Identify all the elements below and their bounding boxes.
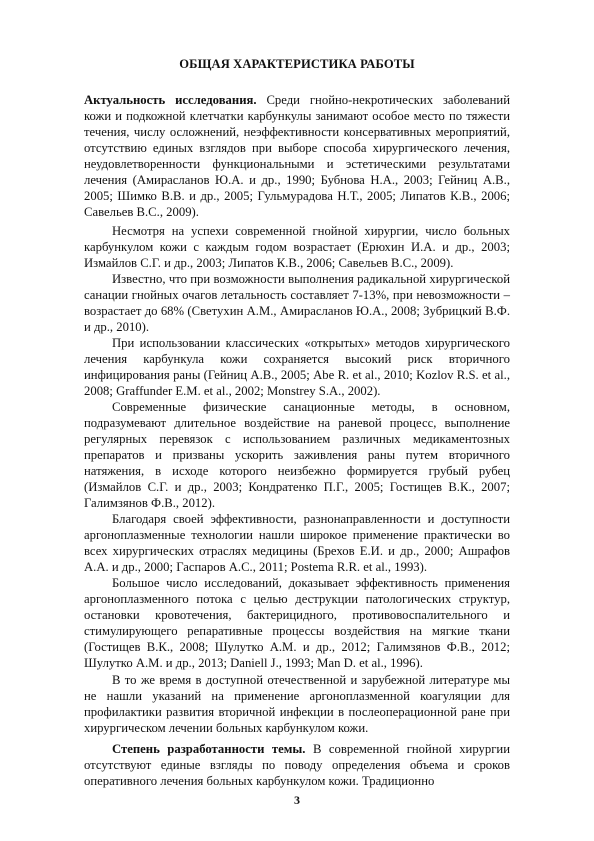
- paragraph: Большое число исследований, доказывает эффективность применения аргоноплазменного потока с целью деструкции патологических структур, остановки кровотечения, бактерицидного, противовоспалительного и стимулирующего репаративные процессы воздействия на мягкие ткани (Гостищев В.К., 2008; Шулутко А.М. и др., 2012; Галимзянов Ф.В., 2012; Шулутко А.М. и др., 2013; Daniell J., 1993; Man D. et al., 1996).: [84, 576, 510, 670]
- paragraph-text: Среди гнойно-некротических заболеваний кожи и подкожной клетчатки карбункулы занимают особое место по тяжести течения, числу осложнений, неэффективности консервативных мероприятий, отсутствию единых взглядов при выборе способа хирургического лечения, неудовлетворенности функциональными и эстетическими результатами лечения (Амирасланов Ю.А. и др., 1990; Бубнова Н.А., 2003; Гейниц А.В., 2005; Шимко В.В. и др., 2005; Гульмурадова Н.Т., 2005; Липатов К.В., 2006; Савельев В.С., 2009).: [84, 93, 510, 219]
- paragraph-development-degree: [84, 741, 510, 789]
- paragraph-relevance: [84, 92, 510, 220]
- section-heading-development-degree: Степень разработанности темы.: [112, 742, 306, 756]
- page-number: 3: [294, 793, 300, 807]
- body-text: [84, 92, 510, 789]
- paragraph: Известно, что при возможности выполнения радикальной хирургической санации гнойных очагов летальность составляет 7-13%, при невозможности – возрастает до 68% (Светухин А.М., Амирасланов Ю.А., 2008; Зубрицкий В.Ф. и др., 2010).: [84, 272, 510, 334]
- paragraph: Современные физические санационные методы, в основном, подразумевают длительное воздействие на раневой процесс, выполнение регулярных перевязок с использованием различных медикаментозных препаратов и призваны ускорить заживления раны путем вторичного натяжения, в исходе которого неизбежно формируется грубый рубец (Измайлов С.Г. и др., 2003; Кондратенко П.Г., 2005; Гостищев В.К., 2007; Галимзянов Ф.В., 2012).: [84, 400, 510, 510]
- paragraph: Несмотря на успехи современной гнойной хирургии, число больных карбункулом кожи с каждым годом возрастает (Ерюхин И.А. и др., 2003; Измайлов С.Г. и др., 2003; Липатов К.В., 2006; Савельев В.С., 2009).: [84, 224, 510, 270]
- section-heading-relevance: Актуальность исследования.: [84, 93, 257, 107]
- paragraph: Благодаря своей эффективности, разнонаправленности и доступности аргоноплазменные технологии нашли широкое применение практически во всех хирургических отраслях медицины (Брехов Е.И. и др., 2000; Ашрафов А.А. и др., 2000; Гаспаров А.С., 2011; Postema R.R. et al., 1993).: [84, 512, 510, 574]
- page-title: ОБЩАЯ ХАРАКТЕРИСТИКА РАБОТЫ: [179, 57, 415, 71]
- paragraph: При использовании классических «открытых» методов хирургического лечения карбункула кожи сохраняется высокий риск вторичного инфицирования раны (Гейниц А.В., 2005; Abe R. et al., 2010; Kozlov R.S. et al., 2008; Graffunder E.M. et al., 2002; Monstrey S.A., 2002).: [84, 336, 510, 398]
- paragraph-text: В современной гнойной хирургии отсутствуют единые взгляды по поводу определения объема и сроков оперативного лечения больных карбункулом кожи. Традиционно: [84, 742, 510, 788]
- paragraph: В то же время в доступной отечественной и зарубежной литературе мы не нашли указаний на применение аргоноплазменной коагуляции для профилактики развития вторичной инфекции в послеоперационной ране при хирургическом лечении больных карбункулом кожи.: [84, 673, 510, 735]
